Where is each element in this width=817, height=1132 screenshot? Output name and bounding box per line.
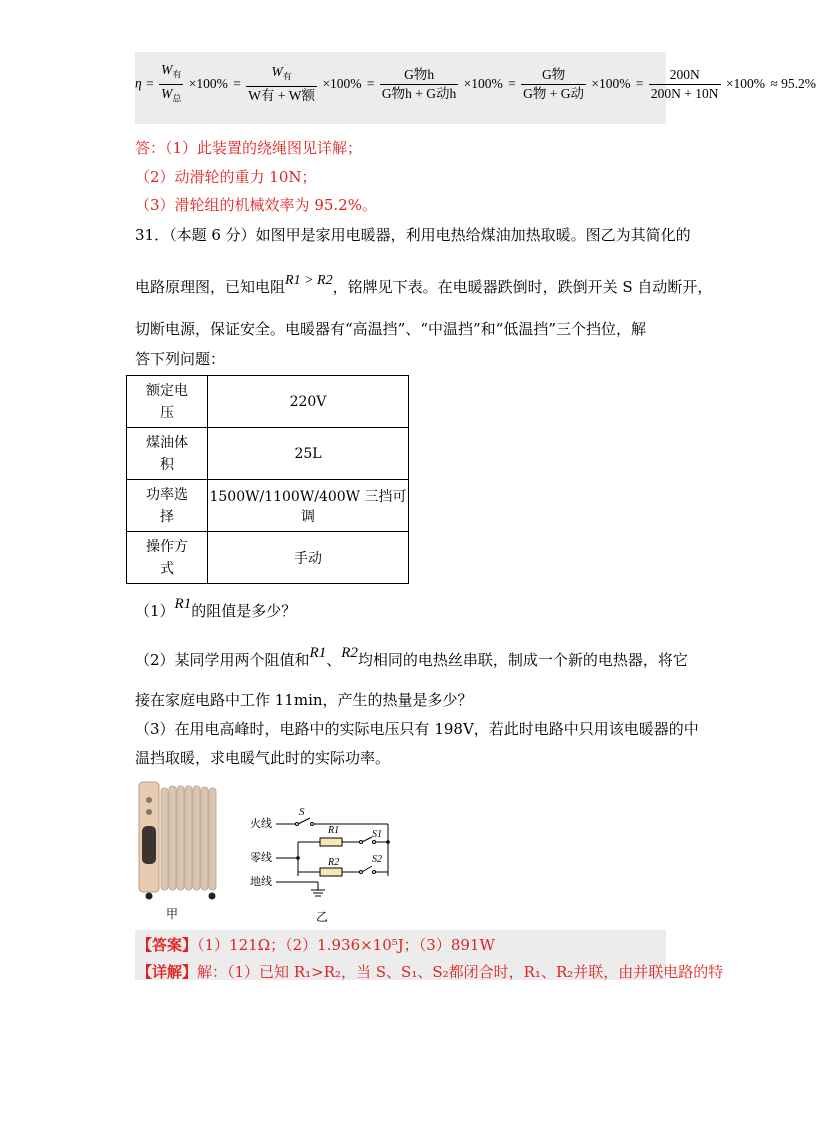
fraction-4: [521, 67, 586, 102]
subquestion-3: （3）在用电高峰时，电路中的实际电压只有 198V，若此时电路中只用该电暖器的中: [135, 720, 699, 738]
q2-prefix: （2）某同学用两个阻值和: [135, 651, 310, 669]
fraction-4-num: G物: [521, 67, 586, 85]
w-useful: W: [161, 62, 173, 77]
equals: =: [146, 76, 154, 92]
switch-s2-label: S2: [372, 854, 382, 865]
table-row: [127, 532, 409, 584]
equals-5: =: [635, 76, 644, 92]
live-wire-label: 火线: [250, 818, 272, 830]
answer-line: [137, 934, 495, 955]
table-row: [127, 480, 409, 532]
r2-label: R2: [328, 857, 340, 868]
resistance-condition: R1 > R2: [285, 273, 333, 288]
fraction-2-den: W有 + W额: [248, 88, 316, 104]
table-key: 操作方 式: [127, 532, 208, 584]
subquestion-1: [135, 596, 296, 621]
q2-text: 均相同的电热丝串联，制成一个新的电热器，将它: [357, 651, 688, 669]
approx-result: ≈ 95.2%: [770, 76, 817, 92]
q1-prefix: （1）: [135, 602, 175, 620]
table-key: 功率选 择: [127, 480, 208, 532]
times-100-4: ×100%: [591, 76, 631, 92]
switch-s-label: S: [299, 806, 305, 818]
answer-text: （1）121Ω；（2）1.936×10⁵J；（3）891W: [197, 936, 495, 954]
neutral-wire-label: 零线: [250, 852, 272, 864]
table-row: [127, 376, 409, 428]
subquestion-2: [135, 645, 688, 670]
times-100-5: ×100%: [725, 76, 765, 92]
fraction-3: [380, 67, 458, 102]
eta-symbol: η: [135, 75, 142, 91]
subquestion-3-cont: 温挡取暖，求电暖气此时的实际功率。: [135, 749, 391, 767]
question-line-2b: ，铭牌见下表。在电暖器跌倒时，跌倒开关 S 自动断开，: [332, 278, 713, 296]
w-total: W: [161, 85, 173, 101]
question-line-4: 答下列问题：: [135, 350, 226, 368]
w-useful-sub: 有: [172, 69, 182, 80]
q1-text: 的阻值是多少？: [191, 602, 297, 620]
r1-symbol-2: R1: [309, 645, 327, 661]
answer-line-3: （3）滑轮组的机械效率为 95.2%。: [135, 196, 377, 214]
w-useful-2-sub: 有: [282, 72, 292, 83]
table-value: 25L: [208, 428, 409, 480]
w-useful-2: W: [271, 64, 283, 80]
times-100-3: ×100%: [463, 76, 503, 92]
r1-label: R1: [328, 825, 340, 836]
r1-symbol: R1: [174, 596, 192, 612]
formula-band: [135, 52, 817, 124]
table-value: 手动: [208, 532, 409, 584]
fraction-3-num: G物h: [380, 67, 458, 85]
w-total-sub: 总: [172, 93, 182, 104]
heater-photo: [137, 778, 227, 903]
answer-line-2: （2）动滑轮的重力 10N；: [135, 168, 317, 186]
fraction-5-den: 200N + 10N: [650, 85, 719, 101]
heater-image: [137, 778, 227, 903]
table-key: 额定电 压: [127, 376, 208, 428]
fraction-2: [246, 64, 317, 104]
detail-text: 解：（1）已知 R₁>R₂，当 S、S₁、S₂都闭合时，R₁、R₂并联，由并联电路的特: [197, 963, 724, 981]
answer-line-1: 答：（1）此装置的绕绳图见详解；: [135, 139, 363, 157]
equals-4: =: [508, 76, 516, 92]
figure-label-yi: 乙: [316, 910, 329, 924]
fraction-5: [649, 67, 721, 102]
question-line-1: 31．（本题 6 分）如图甲是家用电暖器，利用电热给煤油加热取暖。图乙为其简化的: [135, 226, 691, 244]
r2-symbol: R2: [341, 645, 358, 661]
question-line-2a: 电路原理图，已知电阻: [135, 278, 286, 296]
table-key: 煤油体 积: [127, 428, 208, 480]
equals-3: =: [366, 76, 375, 92]
equals-2: =: [233, 76, 241, 92]
subquestion-2-cont: 接在家庭电路中工作 11min，产生的热量是多少？: [135, 691, 473, 709]
question-line-3: 切断电源，保证安全。电暖器有“高温挡”、“中温挡”和“低温挡”三个挡位，解: [135, 320, 647, 338]
circuit-svg: [250, 800, 400, 900]
table-row: [127, 428, 409, 480]
detail-tag: 【详解】: [137, 963, 198, 981]
circuit-diagram: [250, 800, 400, 900]
table-value: 220V: [208, 376, 409, 428]
times-100-2: ×100%: [322, 76, 362, 92]
question-line-2: [135, 273, 712, 297]
detail-line: [137, 961, 723, 982]
fraction-3-den: G物h + G动h: [381, 85, 457, 101]
q2-sep: 、: [326, 651, 342, 669]
fraction-5-num: 200N: [649, 67, 721, 85]
ground-wire-label: 地线: [250, 876, 272, 888]
figure-label-jia: 甲: [166, 907, 179, 921]
spec-table: [126, 375, 409, 584]
fraction-4-den: G物 + G动: [523, 85, 585, 101]
table-value: 1500W/1100W/400W 三挡可调: [208, 480, 409, 532]
efficiency-formula: [135, 62, 817, 106]
times-100-1: ×100%: [188, 76, 228, 92]
fraction-1: [159, 62, 183, 106]
answer-tag: 【答案】: [137, 936, 198, 954]
switch-s1-label: S1: [372, 829, 382, 840]
